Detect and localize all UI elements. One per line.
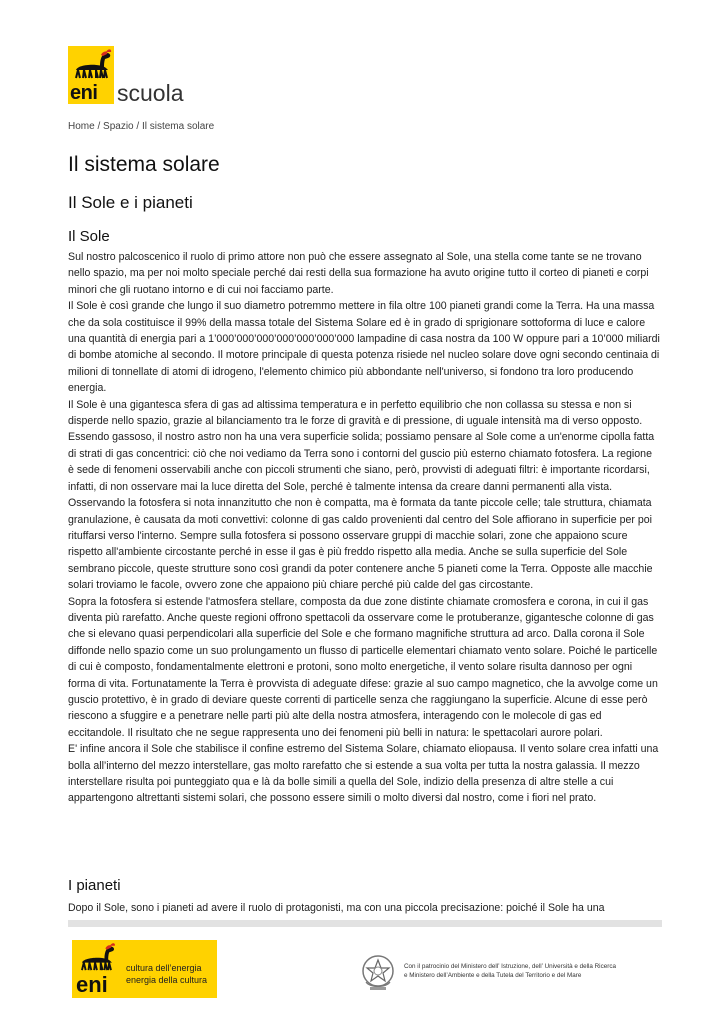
patronage-line: Con il patrocinio del Ministero dell’ Istruzione, dell’ Università e della Ricerca — [404, 963, 616, 970]
eni-footer-logo — [72, 940, 217, 998]
paragraph: Sopra la fotosfera si estende l'atmosfera stellare, composta da due zone distinte chiamate cromosfera e corona, in cui il gas diventa più rarefatto. Anche queste regioni offrono spettacoli da osservare come le protuberanze, gigantesche colonne di gas che si elevano quasi perpendicolari alla superficie del Sole e che formano magnifiche struttura ad arco. Dalla corona il Sole diffonde nello spazio come un suo prolungamento un flusso di particelle elementari chiamato vento solare. Poiché le particelle di cui è composto, fondamentalmente elettroni e protoni, sono molto energetiche, il vento solare risulta dannoso per ogni forma di vita. Fortunatamente la Terra è provvista di adeguate difese: grazie al suo campo magnetico, che la avvolge come un guscio protettivo, è in grado di deviare queste correnti di particelle senza che raggiungano la superficie. Alcune di esse però riescono a sfuggire e a penetrare nelle parti più alte della nostra atmosfera, interagendo con le molecole di gas ed eccitandole. Il risultato che ne segue rappresenta uno dei fenomeni più belli in natura: le spettacolari aurore polari. — [68, 595, 658, 739]
scuola-wordmark: scuola — [117, 80, 184, 106]
section-title: Il Sole e i pianeti — [68, 193, 193, 212]
breadcrumb — [68, 121, 214, 132]
eni-wordmark: eni — [70, 82, 98, 104]
paragraph: Sul nostro palcoscenico il ruolo di primo attore non può che essere assegnato al Sole, una stella come tante se ne trovano nello spazio, ma per noi molto speciale perché dai resti della sua formazione ha avuto origine tutto il corteo di pianeti e corpi minori che gli ruotano intorno e di cui noi facciamo parte. — [68, 251, 649, 296]
paragraph: Essendo gassoso, il nostro astro non ha una vera superficie solida; possiamo pensare al Sole come a un'enorme cipolla fatta di strati di gas concentrici: ciò che noi vediamo da Terra sono i contorni del guscio più esterno chiamato fotosfera. La regione è sede di fenomeni osservabili anche con piccoli strumenti che siano, però, provvisti di adeguati filtri: è importante ricordarsi, infatti, di non osservare mai la luce diretta del Sole, perché è talmente intensa da creare danni permanenti alla vista. Osservando la fotosfera si nota innanzitutto che non è compatta, ma è formata da tante piccole celle; tale struttura, chiamata granulazione, è causata da moti convettivi: colonne di gas caldo provenienti dal centro del Sole affiorano in superficie per poi rituffarsi verso l'interno. Sempre sulla fotosfera si possono osservare gruppi di macchie solari, zone che appaiono scure rispetto all'ambiente circostante perché in esse il gas è più freddo rispetto alla media. Anche se sulla superficie del Sole sembrano piccole, queste strutture sono così grandi da poter contenere anche 5 pianeti come la Terra. Opposte alle macchie solari troviamo le facole, ovvero zone che appaiono più chiare perché più calde del gas circostante. — [68, 431, 655, 592]
breadcrumb-separator: / — [94, 121, 104, 132]
breadcrumb-current: Il sistema solare — [141, 121, 215, 132]
eni-logo-box — [68, 46, 114, 104]
eni-scuola-logo[interactable] — [68, 46, 188, 108]
italian-republic-emblem-icon — [360, 952, 396, 992]
eni-wordmark: eni — [76, 972, 108, 997]
sole-text — [68, 249, 660, 807]
six-legged-dog-icon — [76, 942, 116, 972]
breadcrumb-home-link[interactable]: Home — [68, 121, 95, 132]
sole-heading: Il Sole — [68, 228, 110, 245]
footer-divider — [68, 920, 662, 927]
tagline-line: energia della cultura — [126, 975, 208, 985]
breadcrumb-separator: / — [133, 121, 142, 132]
pianeti-text — [68, 900, 660, 916]
breadcrumb-section-link[interactable]: Spazio — [103, 121, 134, 132]
six-legged-dog-icon — [70, 48, 112, 80]
footer-patronage — [404, 962, 674, 980]
tagline-line: cultura dell’energia — [126, 963, 202, 973]
pianeti-heading: I pianeti — [68, 877, 121, 894]
footer-tagline — [126, 962, 207, 986]
paragraph: Dopo il Sole, sono i pianeti ad avere il ruolo di protagonisti, ma con una piccola precisazione: poiché il Sole ha una — [68, 902, 605, 914]
eni-logo-box — [72, 940, 217, 998]
page-title: Il sistema solare — [68, 153, 220, 176]
paragraph: Il Sole è una gigantesca sfera di gas ad altissima temperatura e in perfetto equilibrio che non collassa su stessa e non si disperde nello spazio, grazie al bilanciamento tra le forze di gravità e di pressione, di uguale intensità ma di verso opposto. — [68, 398, 643, 428]
patronage-line: e Ministero dell’Ambiente e della Tutela del Territorio e del Mare — [404, 972, 582, 979]
paragraph: Il Sole è così grande che lungo il suo diametro potremmo mettere in fila oltre 100 pianeti grandi come la Terra. Ha una massa che da sola costituisce il 99% della massa totale del Sistema Solare ed è in grado di sprigionare sottoforma di luce e calore una quantità di energia pari a 1’000’000’000’000’000’000’000 lampadine di casa nostra da 100 W oppure pari a 10’000 miliardi di bombe atomiche al secondo. Il motore principale di questa potenza risiede nel nucleo solare dove ogni secondo centinaia di milioni di tonnellate di atomi di idrogeno, l'elemento chimico più abbondante nell'universo, si fondono tra loro producendo energia. — [68, 300, 660, 395]
paragraph: E' infine ancora il Sole che stabilisce il confine estremo del Sistema Solare, chiamato eliopausa. Il vento solare crea infatti una bolla all’interno del mezzo interstellare, gas molto rarefatto che si estende a sua volta per tutta la nostra galassia. Il mezzo interstellare risulta poi punteggiato qua e là da bolle simili a quella del Sole, indizio della presenza di altre stelle a cui appartengono altrettanti sistemi solari, che possono essere simili o molto diversi dal nostro, come i fiori nel prato. — [68, 743, 659, 805]
